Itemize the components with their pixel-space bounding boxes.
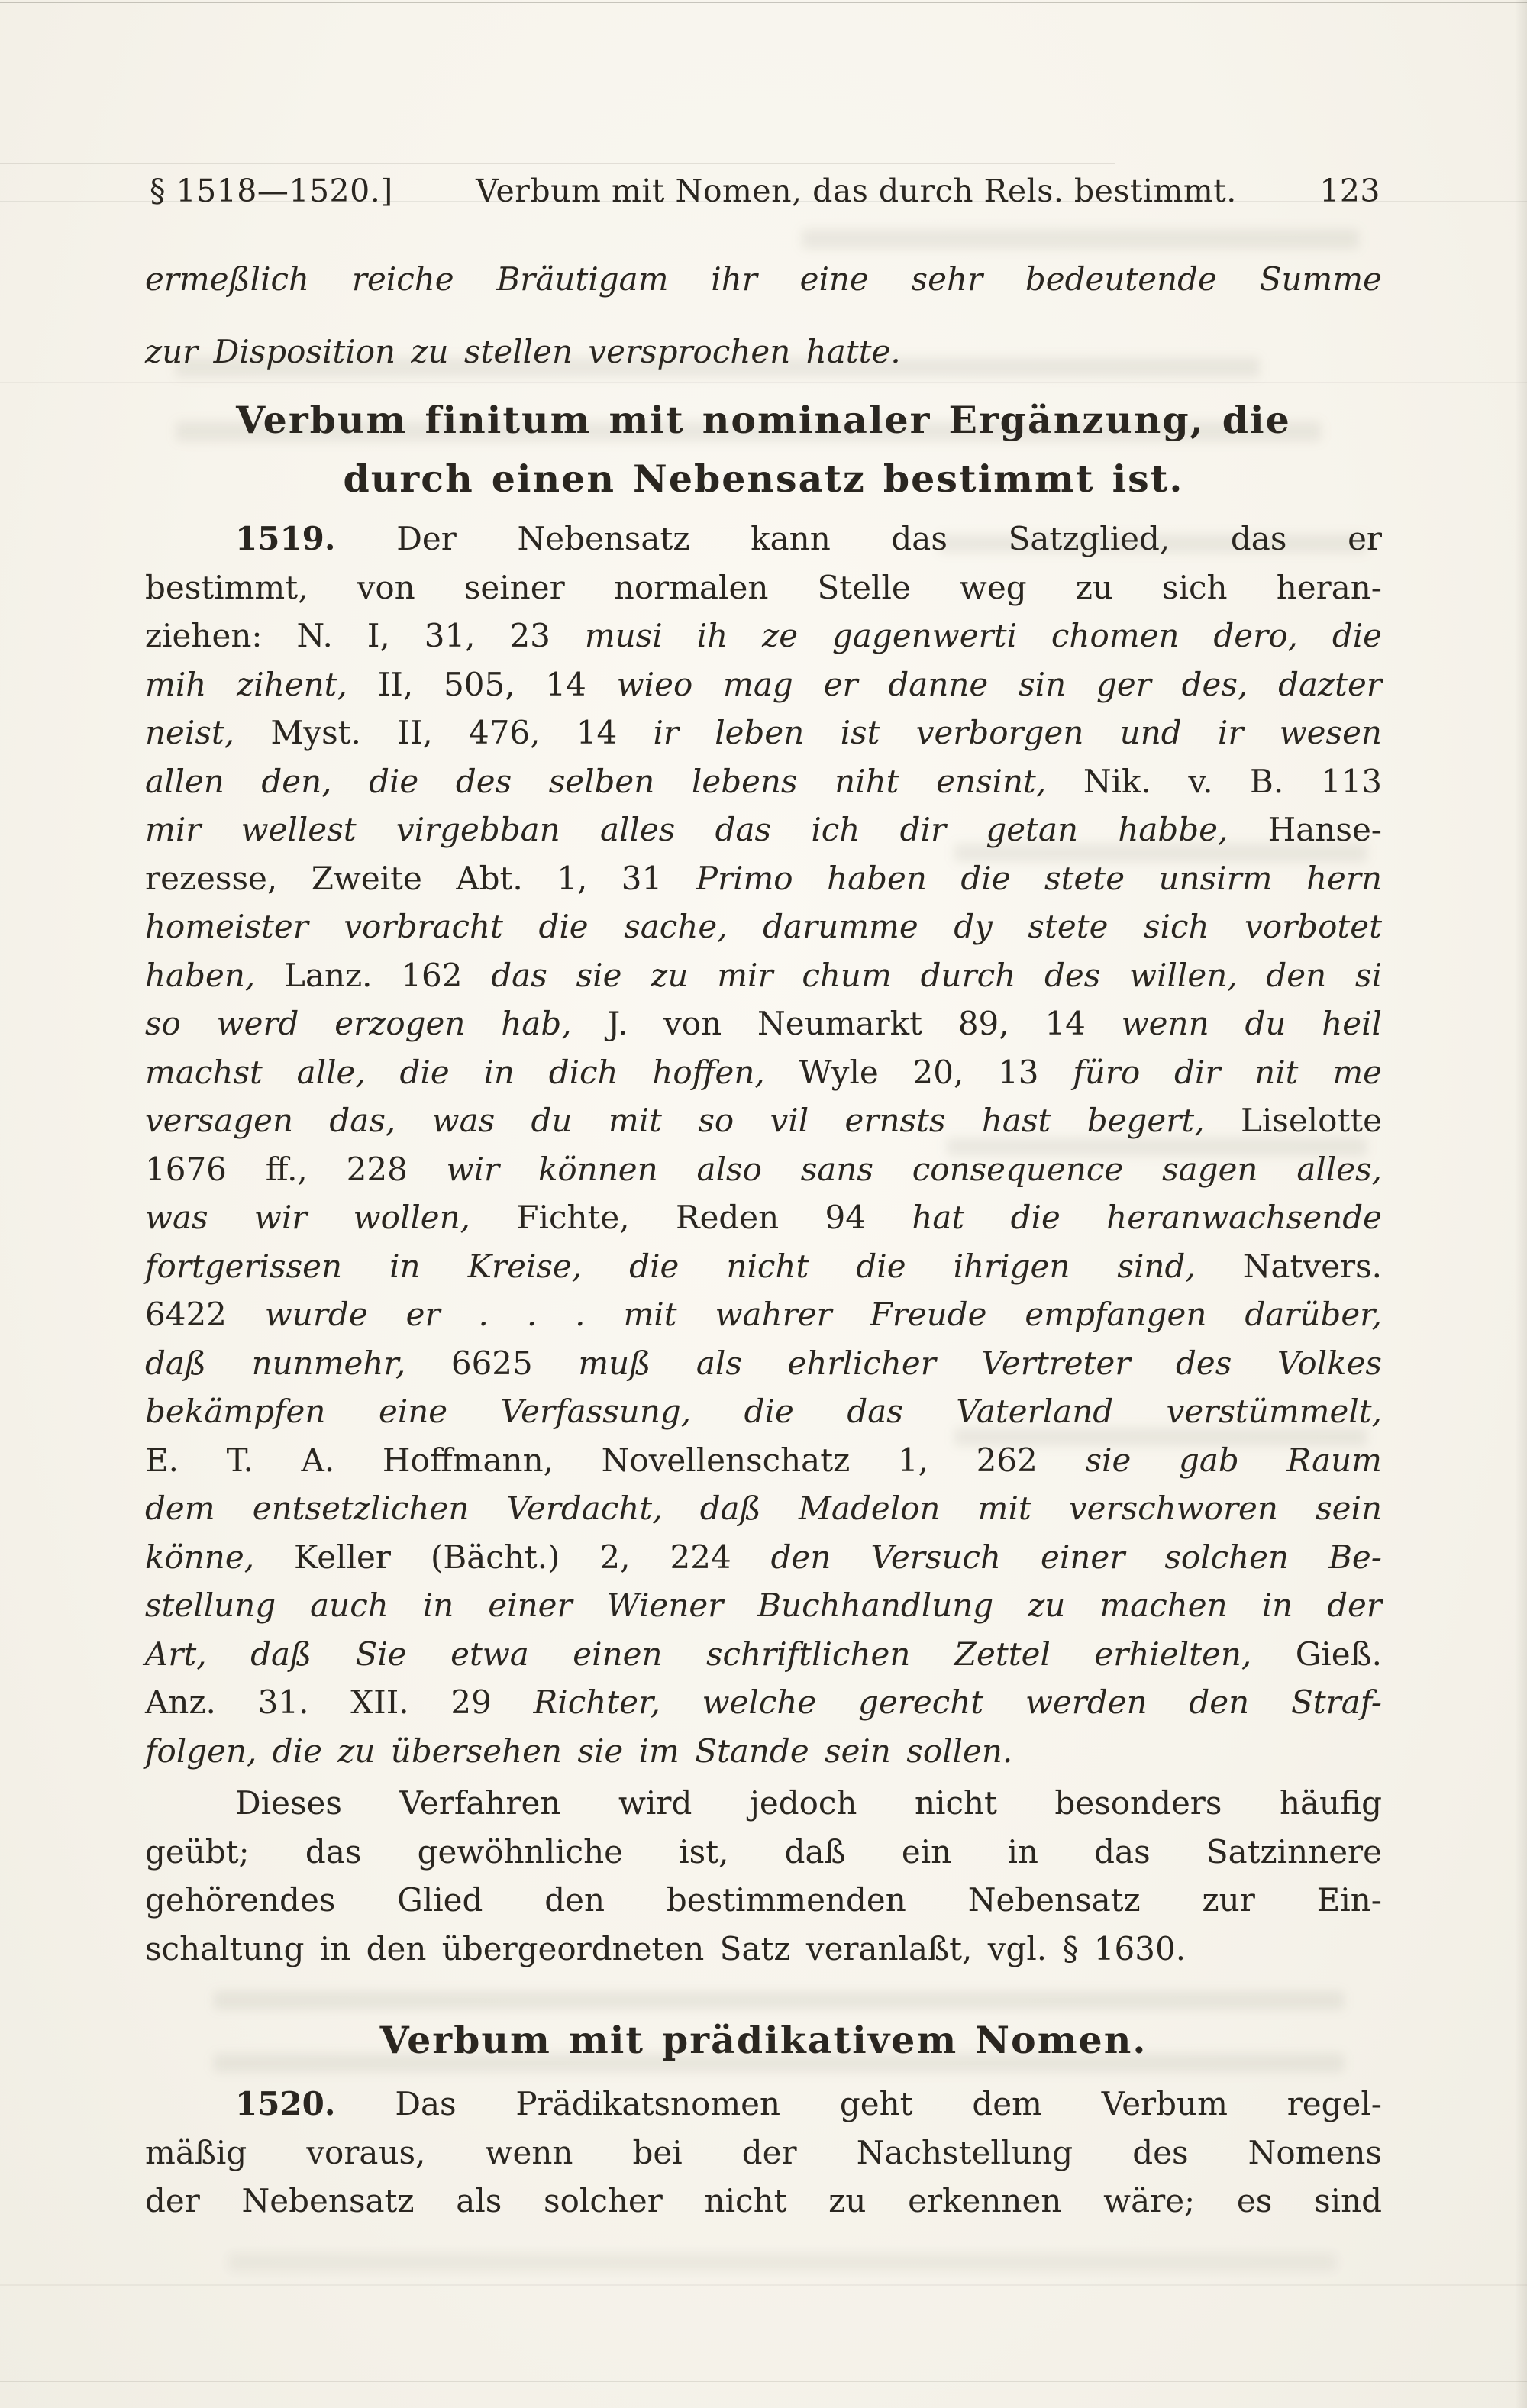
- quoted-example-text: könne,: [145, 1538, 295, 1576]
- body-text: Dieses Verfahren wird jedoch nicht besonders häufig: [235, 1784, 1382, 1822]
- scan-artifact-line: [0, 2381, 1527, 2382]
- body-text: der Nebensatz als solcher nicht zu erkennen wäre; es sind: [145, 2182, 1382, 2219]
- section-range: § 1518—1520.]: [150, 173, 393, 209]
- text-line: [145, 1290, 1382, 1339]
- body-text: mäßig voraus, wenn bei der Nachstellung des Nomens: [145, 2133, 1382, 2171]
- text-line: [145, 1828, 1382, 1877]
- text-line: [145, 1048, 1382, 1097]
- text-line: [145, 1339, 1382, 1388]
- text-line: [145, 1193, 1382, 1242]
- text-line: [145, 1581, 1382, 1630]
- text-line: [145, 563, 1382, 612]
- paragraph-1520: [145, 2080, 1382, 2226]
- heading-line: durch einen Nebensatz bestimmt ist.: [343, 457, 1184, 501]
- body-text: schaltung in den übergeordneten Satz veranlaßt, vgl. § 1630.: [145, 1929, 1186, 1967]
- text-line: [145, 902, 1382, 951]
- page-edge-shadow: [1515, 0, 1527, 2408]
- showthrough-smudge: [229, 2254, 1336, 2271]
- page-number: 123: [1319, 173, 1380, 209]
- running-title: Verbum mit Nomen, das durch Rels. bestimmt.: [476, 173, 1237, 209]
- quoted-example-text: allen den, die des selben lebens niht ensint,: [145, 762, 1083, 800]
- paragraph-remark: [145, 1779, 1382, 1973]
- quoted-example-text: versagen das, was du mit so vil ernsts hast begert,: [145, 1102, 1241, 1139]
- quoted-example-text: sie gab Raum: [1085, 1441, 1382, 1479]
- text-line: [145, 2080, 1382, 2129]
- body-text: Lanz. 162: [284, 956, 492, 994]
- body-text: Nik. v. B. 113: [1083, 762, 1382, 800]
- text-line: [145, 1145, 1382, 1194]
- body-text: ziehen: N. I, 31, 23: [145, 617, 585, 654]
- section-heading-praedikatives-nomen: [145, 2011, 1382, 2070]
- section-heading-verbum-finitum: [145, 391, 1382, 508]
- body-text: Das Prädikatsnomen geht dem Verbum regel-: [335, 2085, 1382, 2122]
- body-text: Wyle 20, 13: [799, 1053, 1073, 1091]
- section-number: 1519.: [235, 520, 336, 557]
- quoted-example-text: Richter, welche gerecht werden den Straf-: [533, 1683, 1382, 1721]
- body-text: Fichte, Reden 94: [516, 1199, 912, 1236]
- text-line: [145, 1387, 1382, 1436]
- quoted-example-text: wieo mag er danne sin ger des, dazter: [616, 665, 1382, 703]
- body-text: bestimmt, von seiner normalen Stelle weg zu sich heran-: [145, 568, 1382, 606]
- body-text: 1676 ff., 228: [145, 1150, 447, 1188]
- body-text: geübt; das gewöhnliche ist, daß ein in das Satzinnere: [145, 1832, 1382, 1871]
- text-line: [145, 1533, 1382, 1582]
- body-text: Der Nebensatz kann das Satzglied, das er: [335, 520, 1382, 557]
- heading-line: Verbum mit prädikativem Nomen.: [379, 2018, 1148, 2062]
- paragraph-1519: [145, 515, 1382, 1775]
- body-text: E. T. A. Hoffmann, Novellenschatz 1, 262: [145, 1441, 1086, 1479]
- quoted-example-text: ir leben ist verborgen und ir wesen: [653, 714, 1382, 751]
- text-line: [145, 854, 1382, 903]
- text-line: [145, 709, 1382, 757]
- quoted-example-text: was wir wollen,: [145, 1199, 517, 1236]
- text-line: [145, 1925, 1382, 1974]
- text-line: [145, 515, 1382, 563]
- text-line: [145, 999, 1382, 1048]
- heading-line: Verbum finitum mit nominaler Ergänzung, die: [236, 398, 1291, 442]
- quoted-example-text: stellung auch in einer Wiener Buchhandlung zu machen in der: [145, 1587, 1382, 1624]
- quoted-example-text: haben,: [145, 956, 285, 994]
- text-line: [145, 1876, 1382, 1925]
- text-line: [145, 1727, 1382, 1776]
- quoted-example-text: den Versuch einer solchen Be-: [770, 1538, 1382, 1576]
- quoted-example-text: machst alle, die in dich hoffen,: [145, 1053, 799, 1091]
- quoted-example-text: musi ih ze gagenwerti chomen dero, die: [584, 617, 1382, 654]
- body-text: gehörendes Glied den bestimmenden Nebensatz zur Ein-: [145, 1881, 1382, 1919]
- text-line: [145, 951, 1382, 1000]
- body-text: rezesse, Zweite Abt. 1, 31: [145, 859, 696, 897]
- text-line: [145, 243, 1382, 315]
- body-text: Gieß.: [1295, 1635, 1382, 1673]
- text-line: [145, 757, 1382, 806]
- text-line: [145, 660, 1382, 709]
- text-line: [145, 1779, 1382, 1828]
- quoted-example-text: fortgerissen in Kreise, die nicht die ihrigen sind,: [145, 1247, 1243, 1285]
- text-line: [145, 805, 1382, 854]
- body-text: Keller (Bächt.) 2, 224: [294, 1538, 771, 1576]
- quoted-example-text: wenn du heil: [1121, 1005, 1382, 1042]
- running-header: [150, 173, 1380, 209]
- quoted-example-text: wir können also sans consequence sagen alles,: [446, 1150, 1382, 1188]
- quoted-example-text: mir wellest virgebban alles das ich dir getan habbe,: [145, 811, 1268, 848]
- text-line: [145, 1242, 1382, 1291]
- body-text: 6422: [145, 1296, 265, 1333]
- scan-artifact-line: [0, 163, 1115, 164]
- quoted-example-text: Primo haben die stete unsirm hern: [696, 859, 1382, 897]
- quoted-example-text: ermeßlich reiche Bräutigam ihr eine sehr bedeutende Summe: [145, 260, 1382, 298]
- quoted-example-text: füro dir nit me: [1073, 1053, 1382, 1091]
- body-text: Anz. 31. XII. 29: [145, 1683, 534, 1721]
- text-line: [145, 1436, 1382, 1485]
- quoted-example-text: bekämpfen eine Verfassung, die das Vaterland verstümmelt,: [145, 1393, 1382, 1430]
- text-line: [145, 315, 1382, 388]
- quoted-example-text: wurde er . . . mit wahrer Freude empfangen darüber,: [264, 1296, 1382, 1333]
- quoted-example-text: hat die heranwachsende: [912, 1199, 1382, 1236]
- quoted-example-text: zur Disposition zu stellen versprochen hatte.: [145, 333, 901, 370]
- paragraph-1518-continuation: [145, 243, 1382, 388]
- quoted-example-text: daß nunmehr,: [145, 1344, 451, 1382]
- scan-artifact-line: [0, 2, 1527, 3]
- quoted-example-text: mih zihent,: [145, 665, 378, 703]
- showthrough-smudge: [214, 1991, 1344, 2009]
- text-line: [145, 1678, 1382, 1727]
- body-text: Hanse-: [1267, 811, 1382, 848]
- quoted-example-text: neist,: [145, 714, 271, 751]
- quoted-example-text: das sie zu mir chum durch des willen, den si: [491, 956, 1382, 994]
- text-line: [145, 1096, 1382, 1145]
- text-line: [145, 1630, 1382, 1679]
- quoted-example-text: homeister vorbracht die sache, darumme dy stete sich vorbotet: [145, 908, 1382, 945]
- body-text: Natvers.: [1242, 1247, 1382, 1285]
- text-line: [145, 2177, 1382, 2226]
- body-text: Liselotte: [1240, 1102, 1382, 1139]
- text-line: [145, 612, 1382, 660]
- quoted-example-text: folgen, die zu übersehen sie im Stande sein sollen.: [145, 1732, 1013, 1770]
- body-text: J. von Neumarkt 89, 14: [607, 1005, 1122, 1042]
- quoted-example-text: Art, daß Sie etwa einen schriftlichen Zettel erhielten,: [145, 1635, 1296, 1673]
- quoted-example-text: so werd erzogen hab,: [145, 1005, 608, 1042]
- text-line: [145, 2129, 1382, 2177]
- text-line: [145, 1484, 1382, 1533]
- quoted-example-text: muß als ehrlicher Vertreter des Volkes: [578, 1344, 1382, 1382]
- body-text: Myst. II, 476, 14: [270, 714, 654, 751]
- body-text: II, 505, 14: [377, 665, 617, 703]
- scan-artifact-line: [0, 2284, 1527, 2286]
- quoted-example-text: dem entsetzlichen Verdacht, daß Madelon mit verschworen sein: [145, 1490, 1382, 1527]
- section-number: 1520.: [235, 2085, 336, 2122]
- body-text: 6625: [450, 1344, 579, 1382]
